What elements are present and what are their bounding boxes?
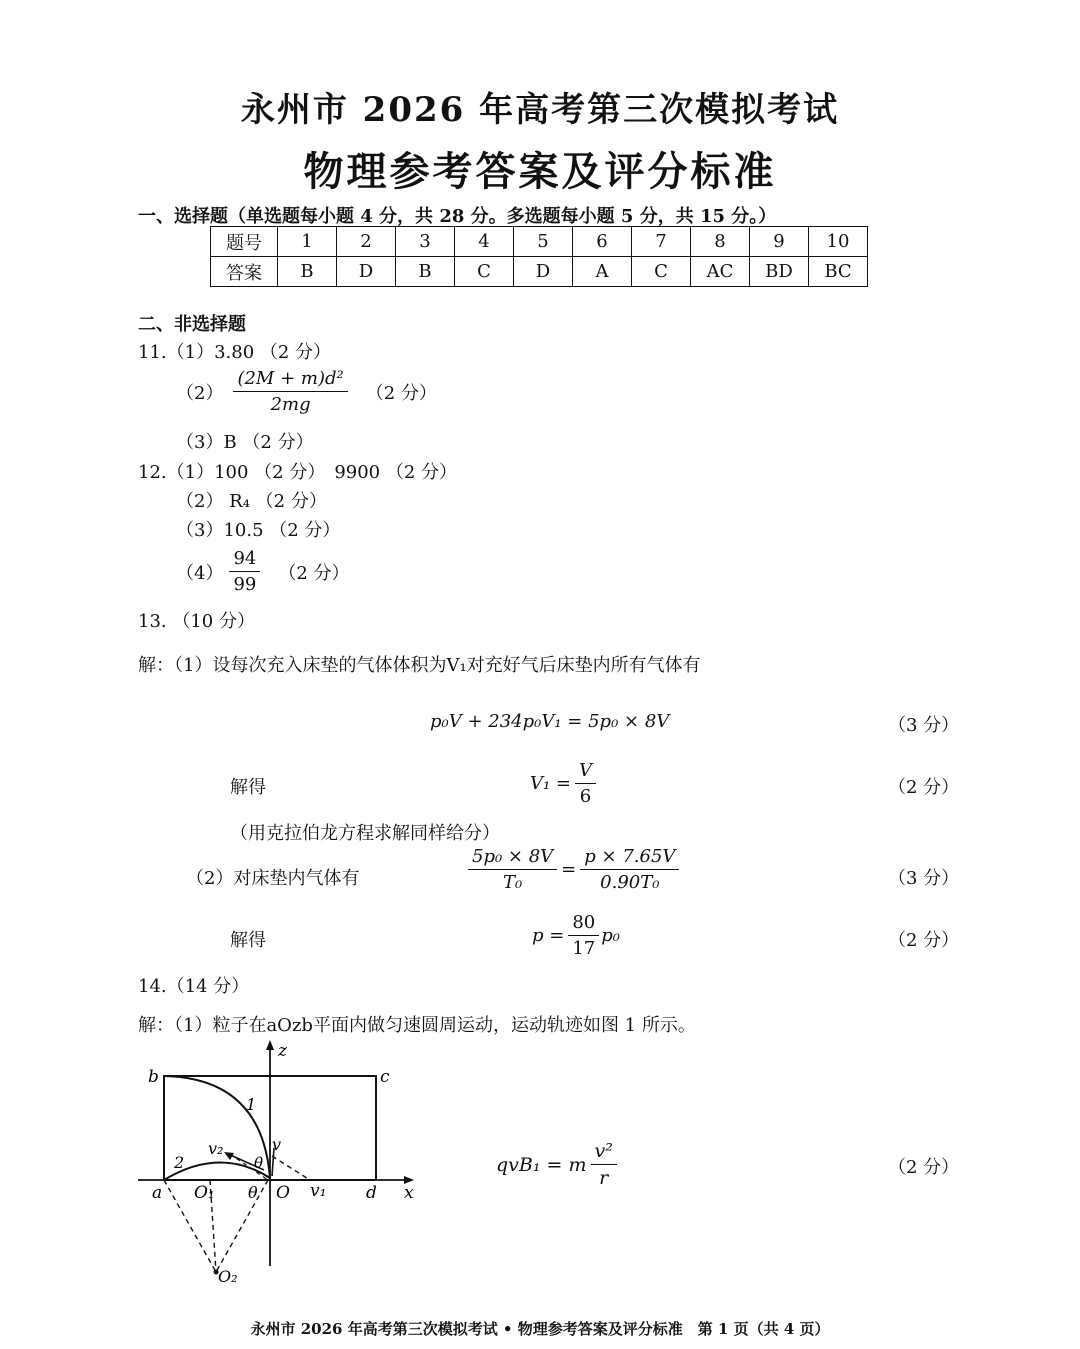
label-v1: v₁ <box>310 1181 327 1201</box>
q11-fraction-numerator: (2M + m)d² <box>233 368 347 392</box>
table-cell: 7 <box>632 227 691 257</box>
q13-equation4-score: （2 分） <box>888 930 960 951</box>
q12-part3: （3）10.5 （2 分） <box>176 520 341 541</box>
q11-fraction-denominator: 2mg <box>270 394 311 415</box>
q13-intro: 解：（1）设每次充入床垫的气体体积为V₁对充好气后床垫内所有气体有 <box>138 655 701 676</box>
section2-heading: 二、非选择题 <box>138 314 246 335</box>
q12-part4-label: （4） <box>176 562 224 584</box>
q12-part1: 12.（1）100 （2 分） 9900 （2 分） <box>138 462 458 483</box>
label-x: x <box>404 1183 414 1203</box>
q13-equation2 <box>530 760 596 807</box>
document-subtitle: 物理参考答案及评分标准 <box>303 148 777 195</box>
q13-equation3-right-numerator: p × 7.65V <box>580 846 679 870</box>
table-row-numbers <box>211 227 868 257</box>
q13-equation4-fraction <box>568 912 599 959</box>
table-cell: 2 <box>337 227 396 257</box>
q12-part2: （2） R₄ （2 分） <box>176 491 327 512</box>
q13-equation4-lhs: p = <box>532 925 565 946</box>
q13-equation2-denominator: 6 <box>579 786 592 807</box>
q14-intro: 解：（1）粒子在aOzb平面内做匀速圆周运动，运动轨迹如图 1 所示。 <box>138 1015 696 1036</box>
q11-fraction <box>233 368 347 415</box>
q14-equation1-score: （2 分） <box>888 1157 960 1178</box>
label-trajectory-2: 2 <box>174 1153 185 1172</box>
q13-equation3-right-denominator: 0.90T₀ <box>600 872 660 893</box>
q12-fraction-denominator: 99 <box>233 574 257 595</box>
label-o2: O₂ <box>218 1267 238 1286</box>
table-label-number: 题号 <box>211 227 278 257</box>
q14-equation1-lhs: qvB₁ = m <box>496 1153 587 1176</box>
q13-note: （用克拉伯龙方程求解同样给分） <box>230 823 500 844</box>
q12-fraction-numerator: 94 <box>229 548 260 572</box>
label-trajectory-1: 1 <box>246 1095 257 1114</box>
q13-equation3-equals: = <box>561 859 577 880</box>
table-cell: 8 <box>691 227 750 257</box>
table-cell: B <box>278 257 337 287</box>
q12-part4-score: （2 分） <box>278 562 350 584</box>
label-z: z <box>278 1041 287 1061</box>
table-row-answers <box>211 257 868 287</box>
answer-table <box>210 226 868 287</box>
table-cell: A <box>573 257 632 287</box>
table-cell: 1 <box>278 227 337 257</box>
table-label-answer: 答案 <box>211 257 278 287</box>
table-cell: 3 <box>396 227 455 257</box>
q14-heading: 14.（14 分） <box>138 976 250 997</box>
label-d: d <box>366 1183 377 1203</box>
q13-equation1: p₀V + 234p₀V₁ = 5p₀ × 8V <box>430 711 670 732</box>
q14-equation1 <box>496 1140 617 1189</box>
q11-part2 <box>176 368 437 415</box>
q12-part4 <box>176 548 350 595</box>
table-cell: 4 <box>455 227 514 257</box>
label-theta-bottom: θ <box>248 1183 258 1202</box>
label-theta-top: θ <box>254 1154 264 1172</box>
q13-equation3-left-denominator: T₀ <box>502 872 523 893</box>
label-v: v <box>272 1135 282 1154</box>
q13-equation3-left-fraction <box>468 846 557 893</box>
q13-equation3-right-fraction <box>580 846 679 893</box>
table-cell: 5 <box>514 227 573 257</box>
q11-part3: （3）B （2 分） <box>176 432 314 453</box>
table-cell: D <box>514 257 573 287</box>
q13-equation4-tail: p₀ <box>601 925 620 946</box>
q13-equation4-denominator: 17 <box>572 938 596 959</box>
q13-heading: 13. （10 分） <box>138 611 255 632</box>
table-cell: 9 <box>750 227 809 257</box>
label-b: b <box>148 1067 159 1087</box>
table-cell: AC <box>691 257 750 287</box>
q13-equation2-score: （2 分） <box>888 777 960 798</box>
document-title: 永州市 2026 年高考第三次模拟考试 <box>240 90 840 130</box>
table-cell: BD <box>750 257 809 287</box>
q13-solve-label2: 解得 <box>230 930 266 951</box>
q14-equation1-numerator: v² <box>591 1140 617 1165</box>
table-cell: C <box>455 257 514 287</box>
q14-equation1-denominator: r <box>599 1167 609 1189</box>
q11-part2-score: （2 分） <box>365 382 437 404</box>
label-o: O <box>276 1183 290 1203</box>
q13-solve-label: 解得 <box>230 777 266 798</box>
q13-part2-label: （2）对床垫内气体有 <box>186 868 360 889</box>
z-axis-arrow <box>266 1040 274 1050</box>
table-cell: BC <box>809 257 868 287</box>
figure-1-trajectory <box>130 1036 430 1286</box>
page-footer: 永州市 2026 年高考第三次模拟考试 • 物理参考答案及评分标准 第 1 页（共 4 页） <box>250 1320 830 1338</box>
q11-part1: 11.（1）3.80 （2 分） <box>138 342 332 363</box>
section1-heading: 一、选择题（单选题每小题 4 分，共 28 分。多选题每小题 5 分，共 15 分。） <box>138 206 777 227</box>
q13-equation4-numerator: 80 <box>568 912 599 936</box>
table-cell: B <box>396 257 455 287</box>
q12-fraction <box>229 548 260 595</box>
table-cell: D <box>337 257 396 287</box>
q13-equation2-fraction <box>575 760 596 807</box>
dashed-o-o2 <box>216 1180 268 1272</box>
q11-part2-label: （2） <box>176 382 224 404</box>
label-c: c <box>380 1067 390 1087</box>
table-cell: C <box>632 257 691 287</box>
label-o1: O₁ <box>194 1183 215 1203</box>
q13-equation1-score: （3 分） <box>888 715 960 736</box>
q14-equation1-fraction <box>591 1140 617 1189</box>
dashed-v1-line <box>272 1156 310 1180</box>
table-cell: 10 <box>809 227 868 257</box>
q13-equation2-lhs: V₁ = <box>530 773 572 794</box>
table-cell: 6 <box>573 227 632 257</box>
label-a: a <box>152 1183 163 1203</box>
q13-equation3-score: （3 分） <box>888 868 960 889</box>
q13-equation3 <box>468 846 679 893</box>
q13-equation4 <box>532 912 620 959</box>
label-v2: v₂ <box>208 1139 224 1158</box>
q13-equation2-numerator: V <box>575 760 596 784</box>
q13-equation3-left-numerator: 5p₀ × 8V <box>468 846 557 870</box>
